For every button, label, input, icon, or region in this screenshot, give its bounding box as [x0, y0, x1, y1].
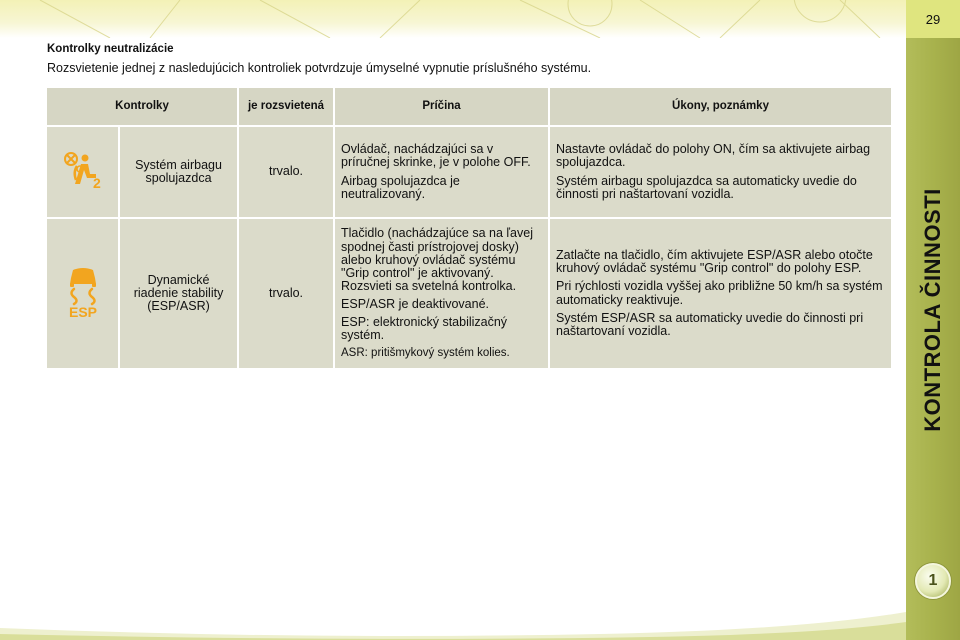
- table-row: [46, 126, 892, 218]
- indicator-name: Systém airbagu spolujazdca: [119, 126, 238, 218]
- actions-cell: [549, 126, 892, 218]
- airbag-off-icon: [61, 150, 105, 193]
- indicator-state: trvalo.: [238, 126, 334, 218]
- action-text: Systém ESP/ASR sa automaticky uvedie do činnosti pri naštartovaní vozidla.: [556, 310, 864, 338]
- cause-text: Tlačidlo (nachádzajúce sa na ľavej spodnej časti prístrojovej dosky) alebo kruhový ovládač systému "Grip control" je aktivovaný. Rozsvieti sa svetelná kontrolka.: [341, 226, 533, 293]
- svg-text:2: 2: [92, 175, 101, 191]
- chapter-title: [906, 60, 960, 560]
- actions-cell: [549, 218, 892, 369]
- intro-text: Rozsvietenie jednej z nasledujúcich kontroliek potvrdzuje úmyselné vypnutie príslušného systému.: [47, 61, 592, 75]
- cause-text: ESP: elektronický stabilizačný systém.: [341, 315, 508, 343]
- header-je-rozsvietena: je rozsvietená: [238, 87, 334, 126]
- cause-text: Ovládač, nachádzajúci sa v príručnej skrinke, je v polohe OFF.: [341, 142, 531, 170]
- table-header-row: [46, 87, 892, 126]
- chapter-title-text: KONTROLA ČINNOSTI: [920, 188, 945, 432]
- cause-text: ESP/ASR je deaktivované.: [341, 297, 490, 312]
- cause-cell: [334, 218, 549, 369]
- page-number: 29: [906, 0, 960, 38]
- cause-cell: [334, 126, 549, 218]
- indicator-name: Dynamické riadenie stability (ESP/ASR): [119, 218, 238, 369]
- cause-text: Airbag spolujazdca je neutralizovaný.: [341, 173, 460, 201]
- indicator-table: [45, 86, 893, 370]
- header-band: [0, 0, 906, 38]
- chapter-badge: 1: [915, 563, 951, 599]
- header-pricina: Príčina: [334, 87, 549, 126]
- esp-skid-icon: [63, 266, 103, 321]
- header-decoration: [0, 0, 906, 38]
- esp-label: ESP: [68, 303, 97, 318]
- action-text: Systém airbagu spolujazdca sa automaticky uvedie do činnosti pri naštartovaní vozidla.: [556, 173, 857, 201]
- icon-cell: [46, 126, 119, 218]
- header-ukony: Úkony, poznámky: [549, 87, 892, 126]
- action-text: Nastavte ovládač do polohy ON, čím sa aktivujete airbag spolujazdca.: [556, 142, 871, 170]
- section-title: Kontrolky neutralizácie: [47, 43, 174, 55]
- action-text: Zatlačte na tlačidlo, čím aktivujete ESP/ASR alebo otočte kruhový ovládač systému "Grip control" do polohy ESP.: [556, 248, 873, 276]
- table-row: [46, 218, 892, 369]
- header-kontrolky: Kontrolky: [46, 87, 238, 126]
- footer-wave: [0, 600, 906, 640]
- icon-cell: [46, 218, 119, 369]
- cause-text: ASR: pritišmykový systém kolies.: [341, 347, 510, 360]
- action-text: Pri rýchlosti vozidla vyššej ako približne 50 km/h sa systém automaticky reaktivuje.: [556, 279, 883, 307]
- indicator-state: trvalo.: [238, 218, 334, 369]
